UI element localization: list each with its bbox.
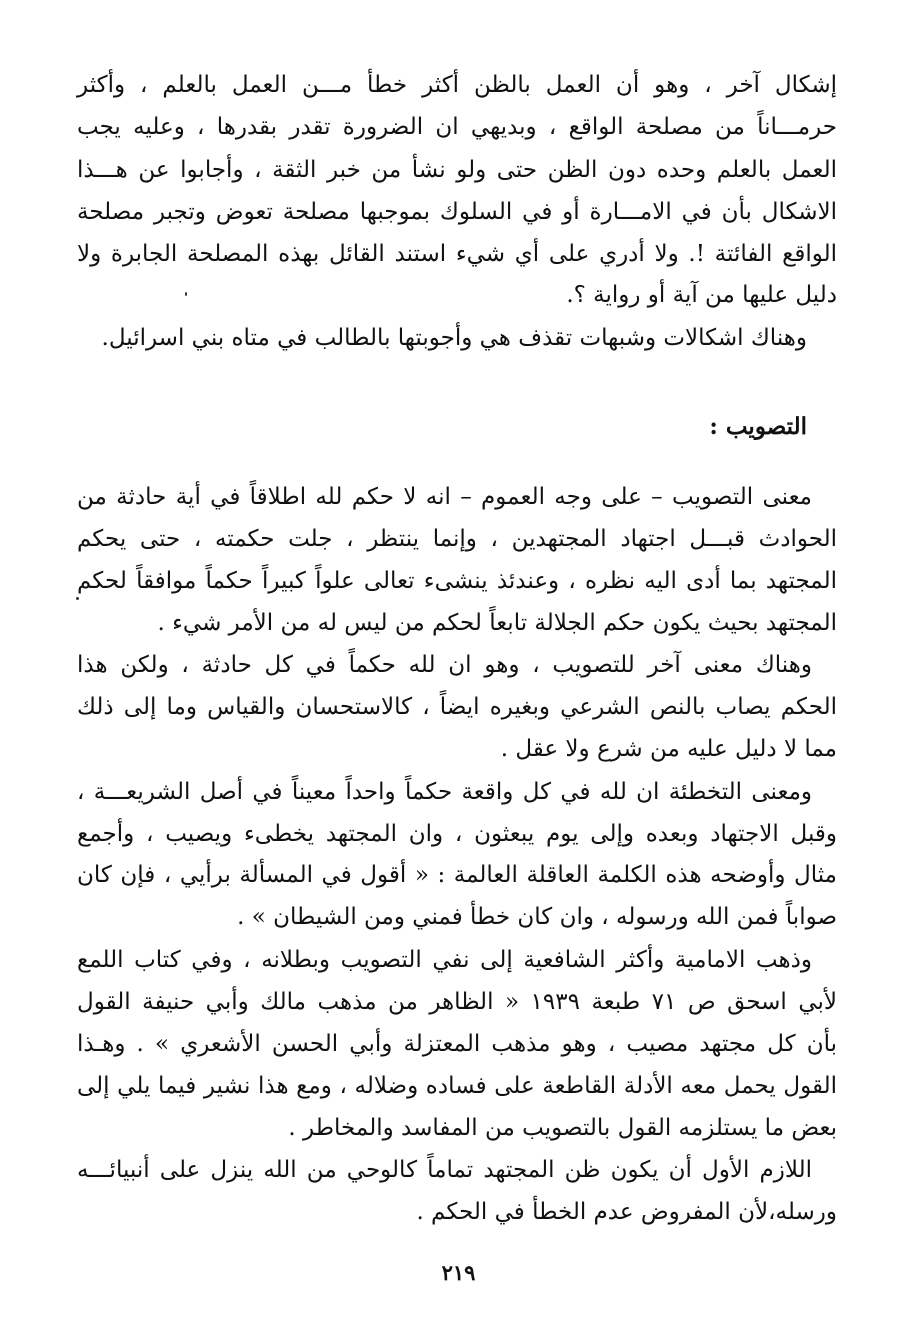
text-line: مثال وأوضحه هذه الكلمة العاقلة العالمة : « أقول في المسألة برأيي ، فإن كان: [77, 862, 837, 888]
text-line: المجتهد بحيث يكون حكم الجلالة تابعاً لحكم من ليس له من الأمر شيء .: [157, 610, 837, 636]
text-line: وذهب الامامية وأكثر الشافعية إلى نفي التصويب وبطلانه ، وفي كتاب اللمع: [77, 947, 812, 973]
text-line: الحوادث قبـــل اجتهاد المجتهدين ، وإنما ينتظر ، جلت حكمته ، حتى يحكم: [77, 526, 837, 552]
text-line: حرمـــاناً من مصلحة الواقع ، وبديهي ان الضرورة تقدر بقدرها ، وعليه يجب: [77, 114, 837, 140]
text-line: إشكال آخر ، وهو أن العمل بالظن أكثر خطأ مـــن العمل بالعلم ، وأكثر: [77, 72, 837, 98]
text-line: ومعنى التخطئة ان لله في كل واقعة حكماً واحداً معيناً في أصل الشريعـــة ،: [77, 779, 812, 805]
text-line: مما لا دليل عليه من شرع ولا عقل .: [500, 736, 837, 762]
text-line: وقبل الاجتهاد وبعده وإلى يوم يبعثون ، وان المجتهد يخطىء ويصيب ، وأجمع: [77, 821, 837, 847]
text-line: الاشكال بأن في الامـــارة أو في السلوك بموجبها مصلحة تعوض وتجبر مصلحة: [77, 199, 837, 225]
text-line: معنى التصويب – على وجه العموم – انه لا حكم لله اطلاقاً في أية حادثة من: [77, 484, 812, 510]
text-line: وهناك اشكالات وشبهات تقذف هي وأجوبتها بالطالب في متاه بني اسرائيل.: [101, 325, 807, 351]
text-line: بأن كل مجتهد مصيب ، وهو مذهب المعتزلة وأبي الحسن الأشعري » . وهـذا: [77, 1031, 837, 1057]
scan-speck: [185, 292, 187, 296]
text-line: الحكم يصاب بالنص الشرعي وبغيره ايضاً ، كالاستحسان والقياس وما إلى ذلك: [77, 694, 837, 720]
text-line: المجتهد بما أدى اليه نظره ، وعندئذ ينشىء تعالى علواً كبيراً حكماً موافقاً لحكم: [77, 568, 837, 594]
text-line: القول يحمل معه الأدلة القاطعة على فساده وضلاله ، ومع هذا نشير فيما يلي إلى: [77, 1073, 837, 1099]
text-line: دليل عليها من آية أو رواية ؟.: [566, 282, 837, 308]
text-line: العمل بالعلم وحده دون الظن حتى ولو نشأ من خبر الثقة ، وأجابوا عن هـــذا: [77, 157, 837, 183]
text-line: وهناك معنى آخر للتصويب ، وهو ان لله حكماً في كل حادثة ، ولكن هذا: [77, 652, 812, 678]
text-line: بعض ما يستلزمه القول بالتصويب من المفاسد والمخاطر .: [288, 1115, 837, 1141]
section-heading: التصويب :: [709, 413, 807, 440]
text-line: الواقع الفائتة !. ولا أدري على أي شيء استند القائل بهذه المصلحة الجابرة ولا: [77, 241, 837, 267]
text-line: لأبي اسحق ص ٧١ طبعة ١٩٣٩ « الظاهر من مذهب مالك وأبي حنيفة القول: [77, 989, 838, 1015]
text-line: ورسله،لأن المفروض عدم الخطأ في الحكم .: [416, 1199, 837, 1225]
text-line: صواباً فمن الله ورسوله ، وان كان خطأ فمني ومن الشيطان » .: [237, 904, 837, 930]
scan-speck: [76, 597, 79, 600]
text-line: اللازم الأول أن يكون ظن المجتهد تماماً كالوحي من الله ينزل على أنبيائـــه: [77, 1157, 812, 1183]
page-number: ٢١٩: [441, 1260, 476, 1285]
